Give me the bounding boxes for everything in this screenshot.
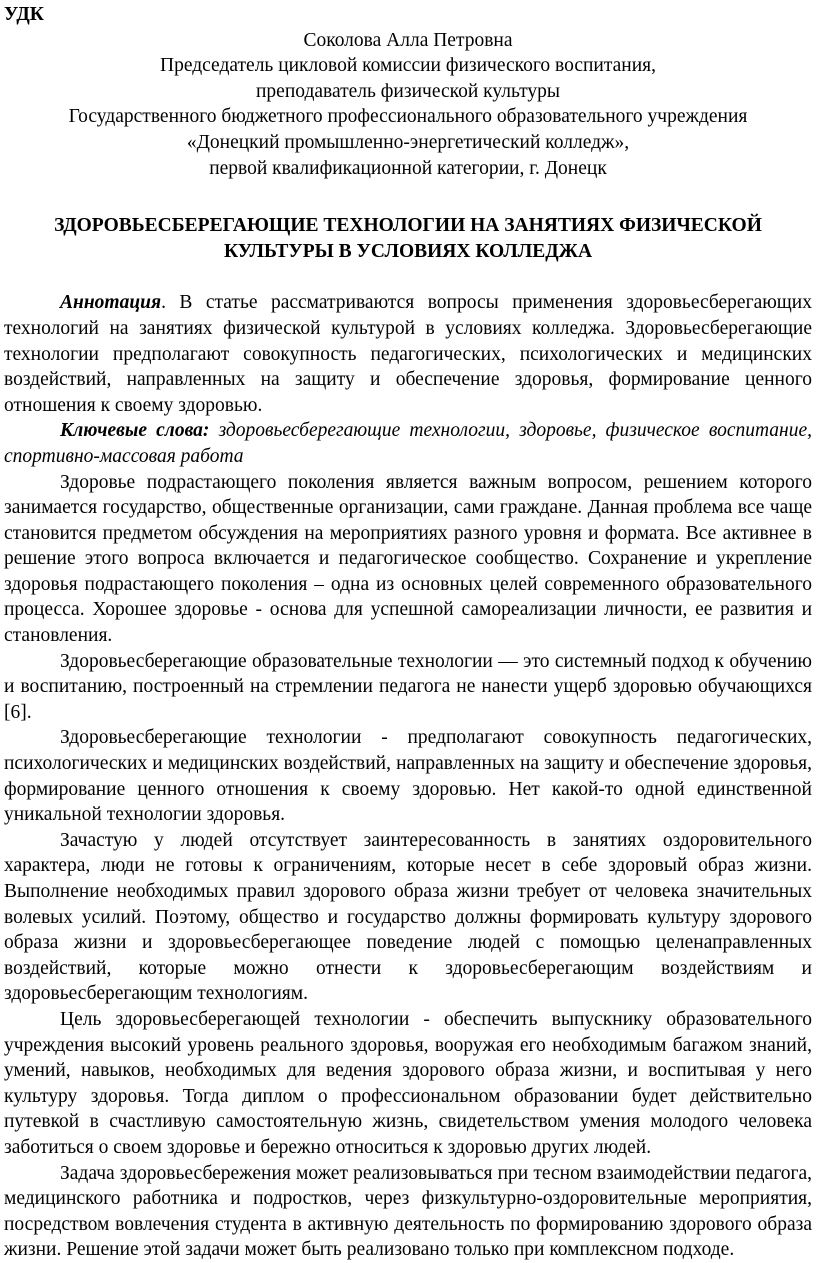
udk-label: УДК — [4, 4, 44, 25]
body-paragraph-4: Зачастую у людей отсутствует заинтересованность в занятиях оздоровительного характера, люди не готовы к ограничениям, которые несет в себе здоровый образ жизни. Выполнение необходимых правил здорового образа жизни требует от человека значительных волевых усилий. Поэтому, общество и государство должны формировать культуру здорового образа жизни и здоровьесберегающее поведение людей с помощью целенаправленных воздействий, которые можно отнести к здоровьесберегающим воздействиям и здоровьесберегающим технологиям. — [4, 829, 812, 1005]
keywords-paragraph — [4, 418, 812, 469]
keywords-label: Ключевые слова: — [60, 420, 210, 442]
abstract-label: Аннотация — [60, 292, 162, 314]
article-title — [4, 213, 812, 264]
body-paragraph-6: Задача здоровьесбережения может реализовываться при тесном взаимодействии педагога, медицинского работника и подростков, через физкультурно-оздоровительные мероприятия, посредством вовлечения студента в активную деятельность по формированию здорового образа жизни. Решение этой задачи может быть реализовано только при комплексном подходе. — [4, 1162, 812, 1261]
body-paragraph-5: Цель здоровьесберегающей технологии - обеспечить выпускнику образовательного учреждения высокий уровень реального здоровья, вооружая его необходимым багажом знаний, умений, навыков, необходимых для ведения здорового образа жизни, и воспитывая у него культуру здоровья. Тогда диплом о профессиональном образовании будет действительно путевкой в счастливую самостоятельную жизнь, свидетельством умения молодого человека заботиться о своем здоровье и бережно относиться к здоровью других людей. — [4, 1008, 812, 1158]
author-position-line-1: Председатель цикловой комиссии физического воспитания, — [160, 55, 656, 77]
author-position-line-2: преподаватель физической культуры — [255, 80, 560, 102]
body-paragraph-1: Здоровье подрастающего поколения является важным вопросом, решением которого занимается государство, общественные организации, сами граждане. Данная проблема все чаще становится предметом обсуждения на мероприятиях разного уровня и формата. Все активнее в решение этого вопроса включается и педагогическое сообщество. Сохранение и укрепление здоровья подрастающего поколения – одна из основных целей современного образовательного процесса. Хорошее здоровье - основа для успешной самореализации личности, ее развития и становления. — [4, 471, 812, 647]
author-org-line-3: первой квалификационной категории, г. Донецк — [209, 157, 607, 179]
abstract-paragraph — [4, 290, 812, 418]
body-paragraph-2: Здоровьесберегающие образовательные технологии — это системный подход к обучению и воспитанию, построенный на стремлении педагога не нанести ущерб здоровью обучающихся [6]. — [4, 650, 812, 723]
article-body — [4, 290, 812, 1263]
article-title-line-1: ЗДОРОВЬЕСБЕРЕГАЮЩИЕ ТЕХНОЛОГИИ НА ЗАНЯТИЯХ ФИЗИЧЕСКОЙ — [54, 215, 762, 237]
author-org-line-2: «Донецкий промышленно-энергетический колледж», — [186, 131, 630, 153]
author-org-line-1: Государственного бюджетного профессионального образовательного учреждения — [68, 106, 748, 128]
keywords-text: здоровьесберегающие технологии, здоровье, физическое воспитание, спортивно-массовая работа — [4, 420, 813, 467]
article-title-line-2: КУЛЬТУРЫ В УСЛОВИЯХ КОЛЛЕДЖА — [223, 240, 593, 262]
abstract-text: . В статье рассматриваются вопросы применения здоровьесберегающих технологий на занятиях физической культурой в условиях колледжа. Здоровьесберегающие технологии предполагают совокупность педагогических, психологических и медицинских воздействий, направленных на защиту и обеспечение здоровья, формирование ценного отношения к своему здоровью. — [4, 292, 812, 416]
author-name: Соколова Алла Петровна — [303, 29, 513, 51]
author-block — [4, 28, 812, 182]
body-paragraph-3: Здоровьесберегающие технологии - предполагают совокупность педагогических, психологических и медицинских воздействий, направленных на защиту и обеспечение здоровья, формирование ценного отношения к своему здоровью. Нет какой-то одной единственной уникальной технологии здоровья. — [4, 727, 812, 826]
